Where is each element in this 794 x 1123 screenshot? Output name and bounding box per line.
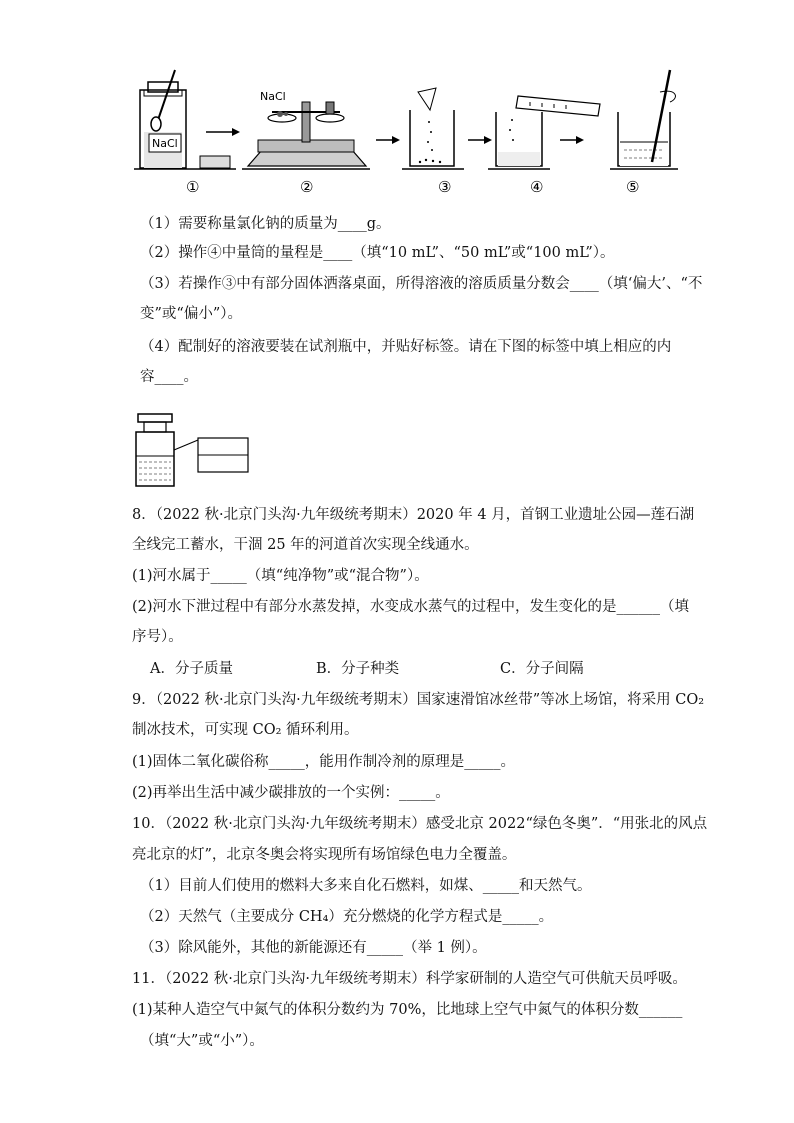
- q7-part1: （1）需要称量氯化钠的质量为____g。: [140, 216, 391, 232]
- q10-part1: （1）目前人们使用的燃料大多来自化石燃料，如煤、_____和天然气。: [140, 878, 592, 894]
- beaker-pouring-solid-drawing: [402, 88, 464, 169]
- arrow-icon: [376, 136, 400, 144]
- step-number: ④: [530, 178, 544, 196]
- cylinder-pouring-drawing: [488, 96, 600, 169]
- q8-option-a: A．分子质量: [150, 661, 233, 677]
- arrow-icon: [206, 128, 240, 136]
- q11-part1-line2: （填“大”或“小”）。: [140, 1033, 264, 1049]
- q11-stem-line1: 11．（2022 秋·北京门头沟·九年级统考期末）科学家研制的人造空气可供航天员呼吸。: [132, 971, 687, 987]
- arrow-icon: [560, 136, 584, 144]
- q7-part4-line2: 容____。: [140, 369, 198, 385]
- step-number: ③: [438, 178, 452, 196]
- q8-stem-line2: 全线完工蓄水，干涸 25 年的河道首次实现全线通水。: [132, 537, 479, 553]
- balance-label: NaCl: [260, 90, 286, 103]
- q8-part2-line1: (2)河水下泄过程中有部分水蒸发掉，水变成水蒸气的过程中，发生变化的是______（填: [132, 599, 690, 615]
- q7-part4-line1: （4）配制好的溶液要装在试剂瓶中，并贴好标签。请在下图的标签中填上相应的内: [140, 339, 672, 355]
- q7-part2: （2）操作④中量筒的量程是____（填“10 mL”、“50 mL”或“100 mL”）。: [140, 245, 615, 261]
- q10-stem-line2: 亮北京的灯”，北京冬奥会将实现所有场馆绿色电力全覆盖。: [132, 847, 517, 863]
- q8-part2-line2: 序号）。: [132, 629, 183, 645]
- q8-stem-line1: 8．（2022 秋·北京门头沟·九年级统考期末）2020 年 4 月，首钢工业遗址公园—莲石湖: [132, 507, 695, 523]
- q8-part1: (1)河水属于_____（填“纯净物”或“混合物”）。: [132, 568, 429, 584]
- q9-part2: (2)再举出生活中减少碳排放的一个实例：_____。: [132, 785, 450, 801]
- q7-part3-line2: 变”或“偏小”）。: [140, 306, 242, 322]
- balance-drawing: [242, 102, 370, 169]
- q9-stem-line1: 9．（2022 秋·北京门头沟·九年级统考期末）国家速滑馆冰丝带”等冰上场馆，将采用 CO₂: [132, 692, 705, 708]
- q8-option-b: B．分子种类: [316, 661, 400, 677]
- bottle-label: NaCl: [152, 137, 178, 150]
- q10-part2: （2）天然气（主要成分 CH₄）充分燃烧的化学方程式是_____。: [140, 909, 554, 925]
- arrow-icon: [468, 136, 492, 144]
- step-number: ①: [186, 178, 200, 196]
- step-number: ②: [300, 178, 314, 196]
- step-number: ⑤: [626, 178, 640, 196]
- q11-part1-line1: (1)某种人造空气中氮气的体积分数约为 70%，比地球上空气中氮气的体积分数______: [132, 1002, 683, 1018]
- q10-stem-line1: 10．（2022 秋·北京门头沟·九年级统考期末）感受北京 2022“绿色冬奥”．“用张北的风点: [132, 816, 708, 832]
- q9-part1: (1)固体二氧化碳俗称_____，能用作制冷剂的原理是_____。: [132, 754, 516, 770]
- experiment-figure: [130, 62, 690, 202]
- reagent-bottle-drawing: [134, 70, 236, 169]
- q8-option-c: C．分子间隔: [500, 661, 584, 677]
- beaker-stirring-drawing: [610, 70, 678, 169]
- q9-stem-line2: 制冰技术，可实现 CO₂ 循环利用。: [132, 722, 359, 738]
- q7-part3-line1: （3）若操作③中有部分固体洒落桌面，所得溶液的溶质质量分数会____（填‘偏大’、“不: [140, 276, 703, 292]
- q10-part3: （3）除风能外，其他的新能源还有_____（举 1 例）。: [140, 940, 487, 956]
- label-bottle-figure: [130, 410, 255, 490]
